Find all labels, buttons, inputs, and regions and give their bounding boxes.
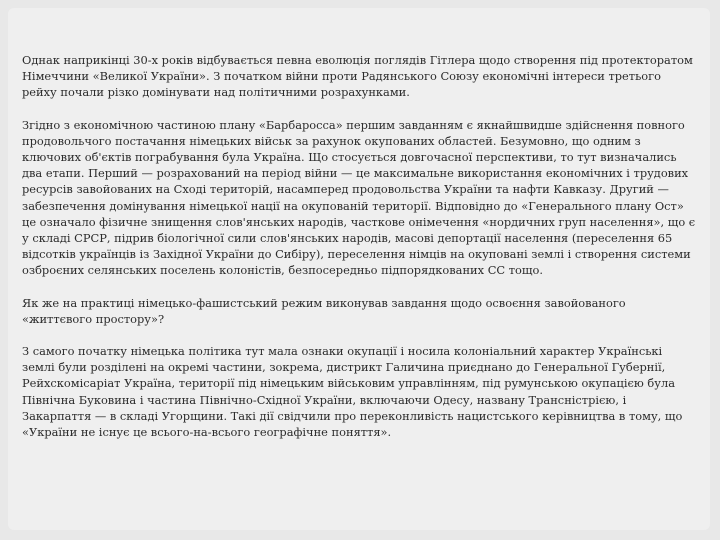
paragraph-4: З самого початку німецька політика тут мала ознаки окупації і носила колоніальний характер Українські землі були розділені на окремі частини, зокрема, дистрикт Галичина приєднано до Генеральної Губернії, Рейхскомісаріат Україна, території під німецьким військовим управлінням, під румунською окупацією була Північна Буковина і частина Північно-Східної України, включаючи Одесу, названу Трансністрією, і Закарпаття — в складі Угорщини. Такі дії свідчили про переконливість нацистського керівництва в тому, що «України не існує це всього-на-всього географічне поняття». xyxy=(22,344,683,440)
paragraph-1: Однак наприкінці 30-х років відбувається певна еволюція поглядів Гітлера щодо створення під протекторатом Німеччини «Великої України». З початком війни проти Радянського Союзу економічні інтереси третього рейху почали різко домінувати над політичними розрахунками. xyxy=(22,53,693,100)
text-body xyxy=(22,52,698,456)
paragraph-3: Як же на практиці німецько-фашистський режим виконував завдання щодо освоєння завойованого «життєвого простору»? xyxy=(22,295,626,326)
paragraph-2: Згідно з економічною частиною плану «Барбаросса» першим завданням є якнайшвидше здійснення повного продовольчого постачання німецьких військ за рахунок окупованих областей. Безумовно, що одним з ключових об'єктів пограбування була Україна. Що стосується довгочасної перспективи, то тут визначались два етапи. Перший — розрахований на період війни — це максимальне використання економічних і трудових ресурсів завойованих на Сході територій, насамперед продовольства України та нафти Кавказу. Другий — забезпечення домінування німецької нації на окупованій території. Відповідно до «Генерального плану Ост» це означало фізичне знищення слов'янських народів, часткове онімечення «нордичних груп населення», що є у складі СРСР, підрив біологічної сили слов'янських народів, масові депортації населення (переселення 65 відсотків українців із Західної України до Сибіру), переселення німців на окуповані землі і створення системи озброєних селянських поселень колоністів, безпосередньо підпорядкованих СС тощо. xyxy=(22,117,696,278)
slide xyxy=(8,8,710,530)
